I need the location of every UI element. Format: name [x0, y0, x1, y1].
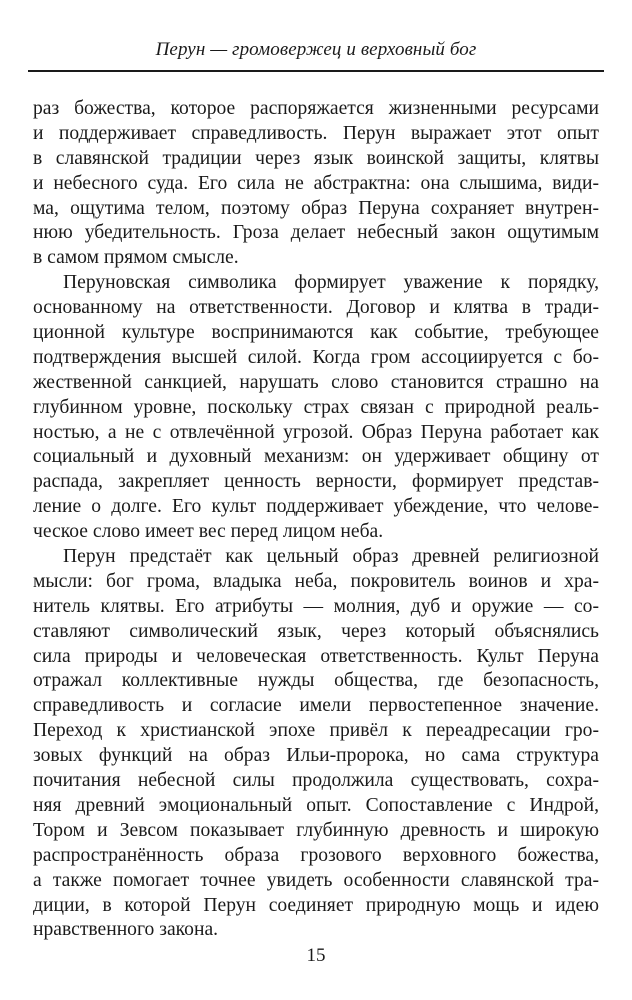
text-line: в славянской традиции через язык воинской защиты, клятвы — [33, 147, 599, 169]
text-line: ставляют символический язык, через который объяснялись — [33, 620, 599, 642]
text-line: Перуновская символика формирует уважение к порядку, — [63, 272, 599, 294]
text-line: Тором и Зевсом показывает глубинную древность и широкую — [33, 819, 599, 841]
page-body — [33, 97, 599, 943]
header-rule — [28, 70, 604, 72]
page-number: 15 — [306, 945, 326, 966]
text-line: мысли: бог грома, владыка неба, покровитель воинов и хра- — [33, 570, 599, 592]
paragraph-2 — [33, 271, 599, 545]
text-line: и небесного суда. Его сила не абстрактна: она слышима, види- — [33, 172, 599, 194]
text-line: ческое слово имеет вес перед лицом неба. — [33, 521, 384, 543]
text-line: ционной культуре воспринимаются как событие, требующее — [33, 322, 599, 344]
text-line: распространённость образа грозового верховного божества, — [33, 844, 599, 866]
text-line: отражал коллективные нужды общества, где безопасность, — [33, 670, 599, 692]
text-line: основанному на ответственности. Договор и клятва в тради- — [33, 297, 599, 319]
text-line: а также помогает точнее увидеть особенности славянской тра- — [33, 869, 599, 891]
text-line: Перун предстаёт как цельный образ древней религиозной — [63, 546, 599, 568]
paragraph-3 — [33, 545, 599, 943]
text-line: глубинном уровне, поскольку страх связан с природной реаль- — [33, 396, 599, 418]
text-line: Переход к христианской эпохе привёл к переадресации гро- — [33, 720, 599, 742]
text-line: и поддерживает справедливость. Перун выражает этот опыт — [33, 122, 599, 144]
running-head-title: Перун — громовержец и верховный бог — [155, 39, 477, 60]
text-line: зовых функций на образ Ильи-пророка, но сама структура — [33, 745, 599, 767]
text-line: в самом прямом смысле. — [33, 247, 239, 269]
text-line: почитания небесной силы продолжила существовать, сохра- — [33, 770, 599, 792]
paragraph-1 — [33, 97, 599, 271]
text-line: ностью, а не с отвлечённой угрозой. Образ Перуна работает как — [33, 421, 599, 443]
text-line: жественной санкцией, нарушать слово становится страшно на — [33, 371, 599, 393]
text-line: нитель клятвы. Его атрибуты — молния, дуб и оружие — со- — [33, 595, 599, 617]
text-line: няя древний эмоциональный опыт. Сопоставление с Индрой, — [33, 794, 599, 816]
text-line: сила природы и человеческая ответственность. Культ Перуна — [33, 645, 599, 667]
text-line: подтверждения высшей силой. Когда гром ассоциируется с бо- — [33, 346, 599, 368]
text-line: распада, закрепляет ценность верности, формирует представ- — [33, 471, 599, 493]
text-line: нравственного закона. — [33, 919, 219, 941]
text-line: нюю убедительность. Гроза делает небесный закон ощутимым — [33, 222, 599, 244]
text-line: социальный и духовный механизм: он удерживает общину от — [33, 446, 599, 468]
text-line: справедливость и согласие имели первостепенное значение. — [33, 695, 599, 717]
text-line: диции, в которой Перун соединяет природную мощь и идею — [33, 894, 599, 916]
text-line: ление о долге. Его культ поддерживает убеждение, что челове- — [33, 496, 599, 518]
text-line: раз божества, которое распоряжается жизненными ресурсами — [33, 98, 599, 119]
text-line: ма, ощутима телом, поэтому образ Перуна сохраняет внутрен- — [33, 197, 599, 219]
